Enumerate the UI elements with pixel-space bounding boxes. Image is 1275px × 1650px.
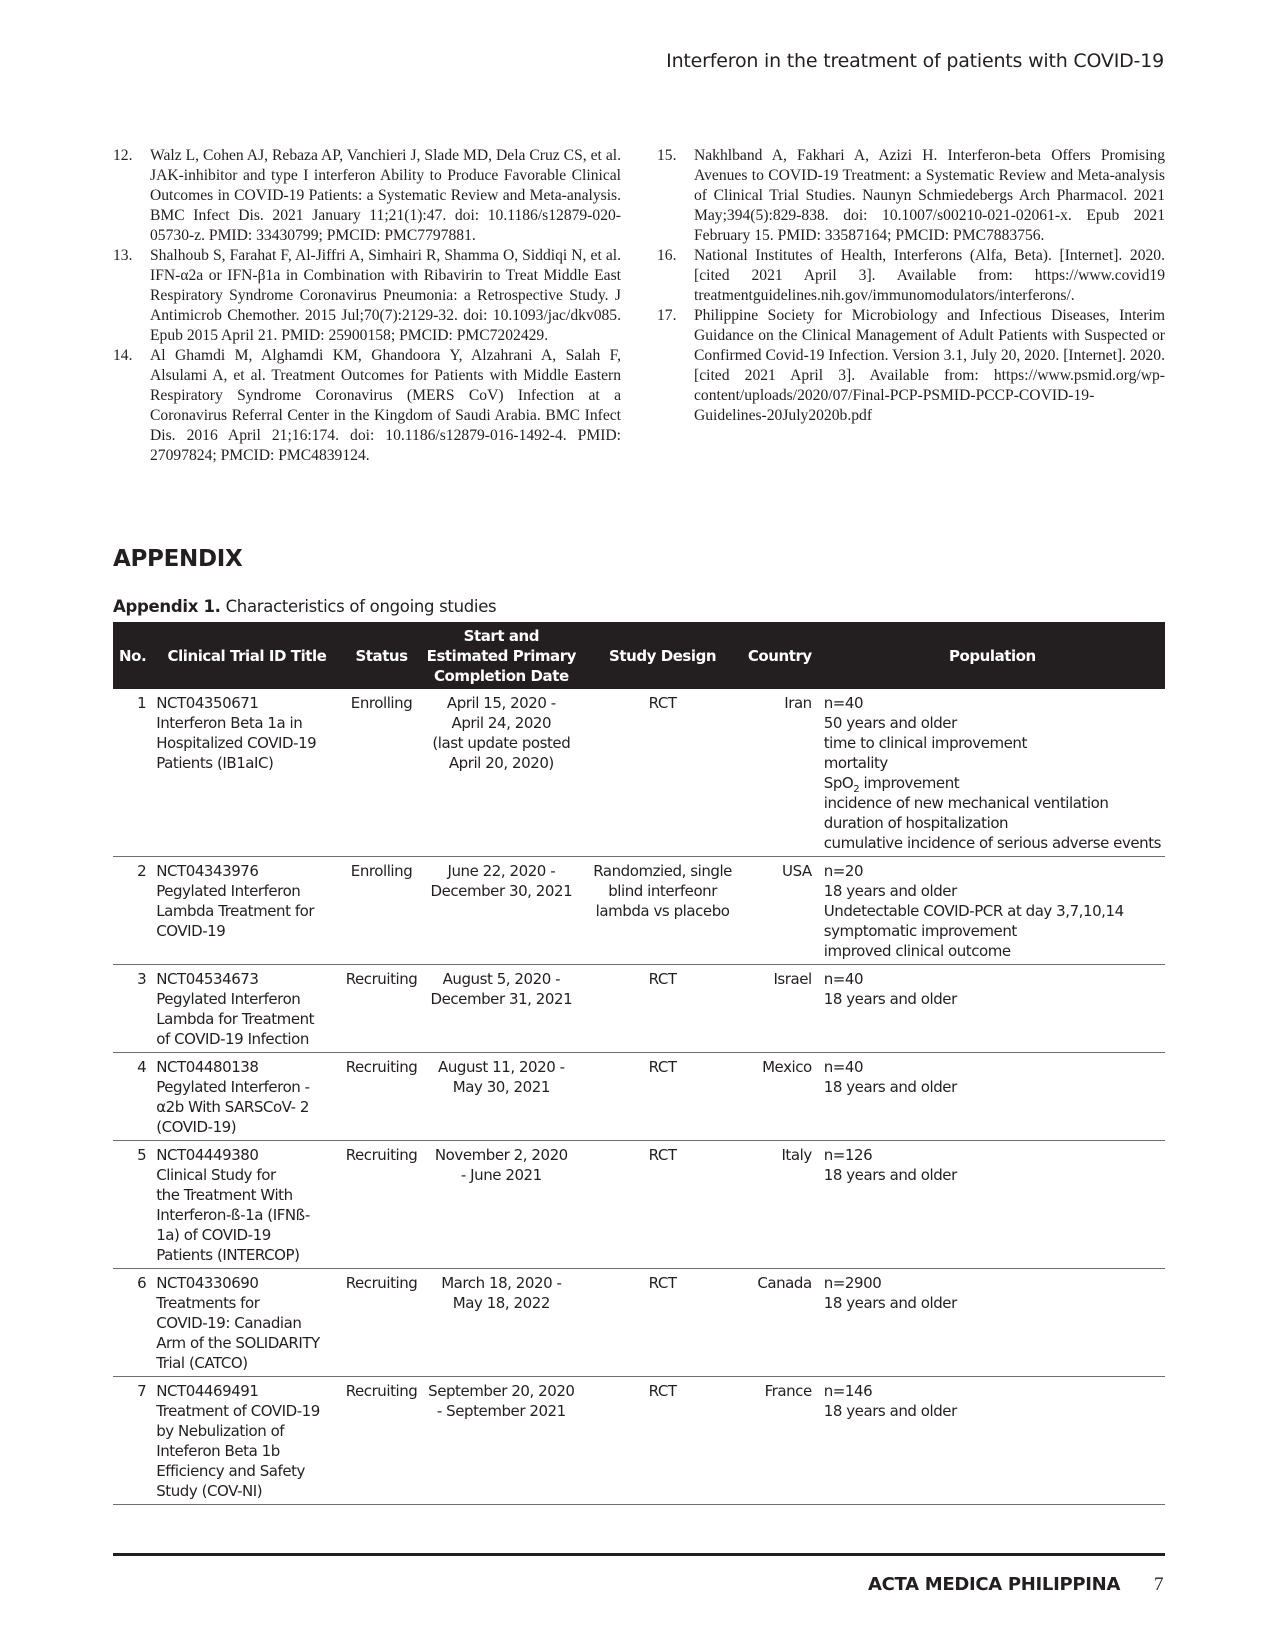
trial-id: NCT04343976 <box>156 862 259 880</box>
date-line: May 18, 2022 <box>452 1294 550 1312</box>
population-line: mortality <box>823 754 888 772</box>
population-line: n=126 <box>823 1146 873 1164</box>
trial-title-line: Lambda Treatment for <box>156 902 315 920</box>
date-line: - June 2021 <box>460 1166 542 1184</box>
cell-date <box>421 1053 581 1141</box>
table-caption <box>113 597 496 616</box>
subscript: 2 <box>853 784 860 795</box>
cell-title <box>152 1377 342 1505</box>
population-line: n=146 <box>823 1382 873 1400</box>
design-line: RCT <box>648 1274 677 1292</box>
trial-title-line: Patients (IB1aIC) <box>156 754 274 772</box>
cell-population <box>816 857 1165 965</box>
cell-no: 4 <box>137 1058 147 1076</box>
trial-title-line: Study (COV-NI) <box>156 1482 263 1500</box>
population-line: SpO <box>823 774 854 792</box>
footer-page-number: 7 <box>1154 1574 1164 1595</box>
date-line: December 31, 2021 <box>430 990 573 1008</box>
population-line: n=40 <box>823 694 864 712</box>
trial-title-line: Trial (CATCO) <box>156 1354 248 1372</box>
date-line: May 30, 2021 <box>452 1078 550 1096</box>
reference-item <box>657 246 1165 306</box>
column-header-date <box>421 622 581 689</box>
reference-number: 15. <box>657 147 677 164</box>
reference-text: National Institutes of Health, Interferons (Alfa, Beta). [Internet]. 2020. [cited 2021 April 3]. Available from: https://www.covid19 treatmentguidelines.nih.gov/immunomodulators/interferons/. <box>694 247 1165 304</box>
trial-title-line: COVID-19: Canadian <box>156 1314 302 1332</box>
trial-title-line: Interferon-ß-1a (IFNß- <box>156 1206 310 1224</box>
cell-status: Recruiting <box>345 1382 418 1400</box>
trial-id: NCT04330690 <box>156 1274 259 1292</box>
references-left-column <box>113 146 621 466</box>
cell-status: Recruiting <box>345 970 418 988</box>
column-header-date-line: Start and <box>463 626 540 645</box>
column-header-no: No. <box>119 646 147 665</box>
trial-title-line: Patients (INTERCOP) <box>156 1246 300 1264</box>
date-line: August 11, 2020 - <box>438 1058 565 1076</box>
trial-title-line: of COVID-19 Infection <box>156 1030 309 1048</box>
date-line: March 18, 2020 - <box>441 1274 562 1292</box>
reference-text: Philippine Society for Microbiology and Infectious Diseases, Interim Guidance on the Clinical Management of Adult Patients with Suspected or Confirmed Covid-19 Infection. Version 3.1, July 20, 2020. [Internet]. 2020. [cited 2021 April 3]. Available from: https://www.psmid.org/wp-content/uploads/2020/07/Final-PCP-PSMID-PCCP-COVID-19-Guidelines-20July2020b.pdf <box>694 307 1165 424</box>
population-line: n=20 <box>823 862 864 880</box>
column-header-country: Country <box>747 646 812 665</box>
table-caption-label: Appendix 1. <box>113 597 221 616</box>
reference-text: Al Ghamdi M, Alghamdi KM, Ghandoora Y, Alzahrani A, Salah F, Alsulami A, et al. Treatment Outcomes for Patients with Middle Eastern Respiratory Syndrome Coronavirus (MERS CoV) Infection at a Coronavirus Referral Center in the Kingdom of Saudi Arabia. BMC Infect Dis. 2016 April 21;16:174. doi: 10.1186/s12879-016-1492-4. PMID: 27097824; PMCID: PMC4839124. <box>150 347 621 464</box>
cell-country: Israel <box>773 970 812 988</box>
trial-title-line: Pegylated Interferon <box>156 990 301 1008</box>
cell-population <box>816 1377 1165 1505</box>
date-line: November 2, 2020 <box>434 1146 568 1164</box>
cell-country: Italy <box>781 1146 812 1164</box>
cell-design <box>581 1141 744 1269</box>
cell-no: 3 <box>137 970 147 988</box>
population-line: n=40 <box>823 1058 864 1076</box>
trial-title-line: Clinical Study for <box>156 1166 276 1184</box>
population-line: 18 years and older <box>823 1078 957 1096</box>
cell-status: Recruiting <box>345 1274 418 1292</box>
trial-title-line: 1a) of COVID-19 <box>156 1226 271 1244</box>
cell-date <box>421 857 581 965</box>
reference-item <box>113 246 621 346</box>
ongoing-studies-table <box>113 622 1165 1505</box>
cell-population <box>816 1053 1165 1141</box>
design-line: lambda vs placebo <box>595 902 730 920</box>
column-header-title: Clinical Trial ID Title <box>167 646 327 665</box>
cell-population <box>816 1269 1165 1377</box>
cell-design <box>581 1377 744 1505</box>
date-line: December 30, 2021 <box>430 882 573 900</box>
trial-title-line: the Treatment With <box>156 1186 293 1204</box>
design-line: RCT <box>648 1058 677 1076</box>
trial-title-line: Pegylated Interferon <box>156 882 301 900</box>
cell-title <box>152 857 342 965</box>
trial-id: NCT04469491 <box>156 1382 259 1400</box>
table-row <box>113 689 1165 857</box>
cell-title <box>152 689 342 857</box>
population-line: Undetectable COVID-PCR at day 3,7,10,14 <box>823 902 1124 920</box>
reference-item <box>657 146 1165 246</box>
reference-number: 13. <box>113 247 133 264</box>
reference-item <box>657 306 1165 426</box>
table-row <box>113 1141 1165 1269</box>
cell-status: Enrolling <box>350 694 413 712</box>
cell-design <box>581 857 744 965</box>
column-header-design: Study Design <box>609 646 717 665</box>
cell-no: 5 <box>137 1146 147 1164</box>
references-right-column <box>657 146 1165 466</box>
cell-design <box>581 1053 744 1141</box>
cell-title <box>152 1053 342 1141</box>
footer-journal-name: ACTA MEDICA PHILIPPINA <box>868 1574 1121 1595</box>
population-line: n=2900 <box>823 1274 882 1292</box>
cell-no: 6 <box>137 1274 147 1292</box>
cell-date <box>421 965 581 1053</box>
trial-title-line: Pegylated Interferon - <box>156 1078 310 1096</box>
trial-id: NCT04350671 <box>156 694 259 712</box>
date-line: (last update posted <box>432 734 571 752</box>
reference-text: Walz L, Cohen AJ, Rebaza AP, Vanchieri J, Slade MD, Dela Cruz CS, et al. JAK-inhibitor and type I interferon Ability to Produce Favorable Clinical Outcomes in COVID-19 Patients: a Systematic Review and Meta-analysis. BMC Infect Dis. 2021 January 11;21(1):47. doi: 10.1186/s12879-020-05730-z. PMID: 33430799; PMCID: PMC7797881. <box>150 147 621 244</box>
cell-population <box>816 689 1165 857</box>
cell-title <box>152 965 342 1053</box>
population-line: n=40 <box>823 970 864 988</box>
reference-number: 17. <box>657 307 677 324</box>
cell-date <box>421 1141 581 1269</box>
footer-rule <box>113 1553 1165 1556</box>
cell-status: Recruiting <box>345 1058 418 1076</box>
references-section <box>113 146 1165 466</box>
trial-title-line: Interferon Beta 1a in <box>156 714 303 732</box>
date-line: September 20, 2020 <box>428 1382 575 1400</box>
table-body <box>113 689 1165 1505</box>
population-line-spo2 <box>824 773 1161 793</box>
cell-design <box>581 689 744 857</box>
trial-id: NCT04449380 <box>156 1146 259 1164</box>
trial-title-line: Efficiency and Safety <box>156 1462 305 1480</box>
date-line: June 22, 2020 - <box>447 862 556 880</box>
population-line: improved clinical outcome <box>823 942 1011 960</box>
population-line: duration of hospitalization <box>823 814 1009 832</box>
cell-country: Canada <box>757 1274 812 1292</box>
trial-title-line: by Nebulization of <box>156 1422 285 1440</box>
table-row <box>113 1053 1165 1141</box>
cell-country: Mexico <box>762 1058 812 1076</box>
table-row <box>113 857 1165 965</box>
design-line: RCT <box>648 694 677 712</box>
population-line: 18 years and older <box>823 1402 957 1420</box>
trial-id: NCT04480138 <box>156 1058 259 1076</box>
cell-country: France <box>764 1382 812 1400</box>
cell-population <box>816 1141 1165 1269</box>
reference-number: 14. <box>113 347 133 364</box>
design-line: RCT <box>648 970 677 988</box>
population-line: 18 years and older <box>823 1294 957 1312</box>
cell-population <box>816 965 1165 1053</box>
reference-number: 16. <box>657 247 677 264</box>
date-line: April 15, 2020 - <box>446 694 556 712</box>
cell-country: Iran <box>784 694 812 712</box>
reference-item <box>113 346 621 466</box>
cell-status: Recruiting <box>345 1146 418 1164</box>
population-line: cumulative incidence of serious adverse events <box>823 834 1161 852</box>
trial-title-line: Treatments for <box>156 1294 260 1312</box>
trial-title-line: Treatment of COVID-19 <box>156 1402 320 1420</box>
column-header-date-line: Estimated Primary <box>426 646 577 665</box>
cell-date <box>421 689 581 857</box>
running-head-title: Interferon in the treatment of patients with COVID-19 <box>666 50 1164 72</box>
cell-country: USA <box>782 862 812 880</box>
date-line: April 20, 2020) <box>448 754 554 772</box>
date-line: August 5, 2020 - <box>442 970 561 988</box>
table-row <box>113 1269 1165 1377</box>
cell-no: 2 <box>137 862 147 880</box>
column-header-date-line: Completion Date <box>433 666 569 685</box>
date-line: April 24, 2020 <box>451 714 552 732</box>
column-header-status: Status <box>355 646 408 665</box>
trial-id: NCT04534673 <box>156 970 259 988</box>
cell-date <box>421 1377 581 1505</box>
table-caption-text: Characteristics of ongoing studies <box>220 597 497 616</box>
population-line: 18 years and older <box>823 1166 957 1184</box>
cell-date <box>421 1269 581 1377</box>
trial-title-line: Inteferon Beta 1b <box>156 1442 280 1460</box>
table-row <box>113 965 1165 1053</box>
trial-title-line: α2b With SARSCoV- 2 <box>156 1098 309 1116</box>
reference-text: Shalhoub S, Farahat F, Al-Jiffri A, Simhairi R, Shamma O, Siddiqi N, et al. IFN-α2a or IFN-β1a in Combination with Ribavirin to Treat Middle East Respiratory Syndrome Coronavirus Pneumonia: a Retrospective Study. J Antimicrob Chemother. 2015 Jul;70(7):2129-32. doi: 10.1093/jac/dkv085. Epub 2015 April 21. PMID: 25900158; PMCID: PMC7202429. <box>150 247 621 344</box>
reference-text: Nakhlband A, Fakhari A, Azizi H. Interferon-beta Offers Promising Avenues to COVID-19 Treatment: a Systematic Review and Meta-analysis of Clinical Trial Studies. Naunyn Schmiedebergs Arch Pharmacol. 2021 May;394(5):829-838. doi: 10.1007/s00210-021-02061-x. Epub 2021 February 15. PMID: 33587164; PMCID: PMC7883756. <box>694 147 1165 244</box>
trial-title-line: Lambda for Treatment <box>156 1010 315 1028</box>
cell-title <box>152 1141 342 1269</box>
reference-number: 12. <box>113 147 133 164</box>
trial-title-line: (COVID-19) <box>156 1118 237 1136</box>
population-line-rest: improvement <box>859 774 960 792</box>
cell-design <box>581 1269 744 1377</box>
population-line: 18 years and older <box>823 882 957 900</box>
design-line: blind interfeonr <box>608 882 717 900</box>
cell-status: Enrolling <box>350 862 413 880</box>
appendix-heading: APPENDIX <box>113 546 243 572</box>
column-header-population: Population <box>948 646 1036 665</box>
date-line: - September 2021 <box>436 1402 566 1420</box>
reference-item <box>113 146 621 246</box>
trial-title-line: COVID-19 <box>156 922 226 940</box>
trial-title-line: Arm of the SOLIDARITY <box>156 1334 320 1352</box>
population-line: incidence of new mechanical ventilation <box>823 794 1109 812</box>
population-line: time to clinical improvement <box>823 734 1027 752</box>
population-line: 50 years and older <box>823 714 957 732</box>
design-line: Randomzied, single <box>593 862 732 880</box>
trial-title-line: Hospitalized COVID-19 <box>156 734 317 752</box>
population-line: 18 years and older <box>823 990 957 1008</box>
design-line: RCT <box>648 1382 677 1400</box>
cell-no: 1 <box>137 694 147 712</box>
table-header-row <box>113 622 1165 689</box>
population-line: symptomatic improvement <box>823 922 1017 940</box>
design-line: RCT <box>648 1146 677 1164</box>
cell-no: 7 <box>137 1382 147 1400</box>
cell-title <box>152 1269 342 1377</box>
cell-design <box>581 965 744 1053</box>
table-row <box>113 1377 1165 1505</box>
